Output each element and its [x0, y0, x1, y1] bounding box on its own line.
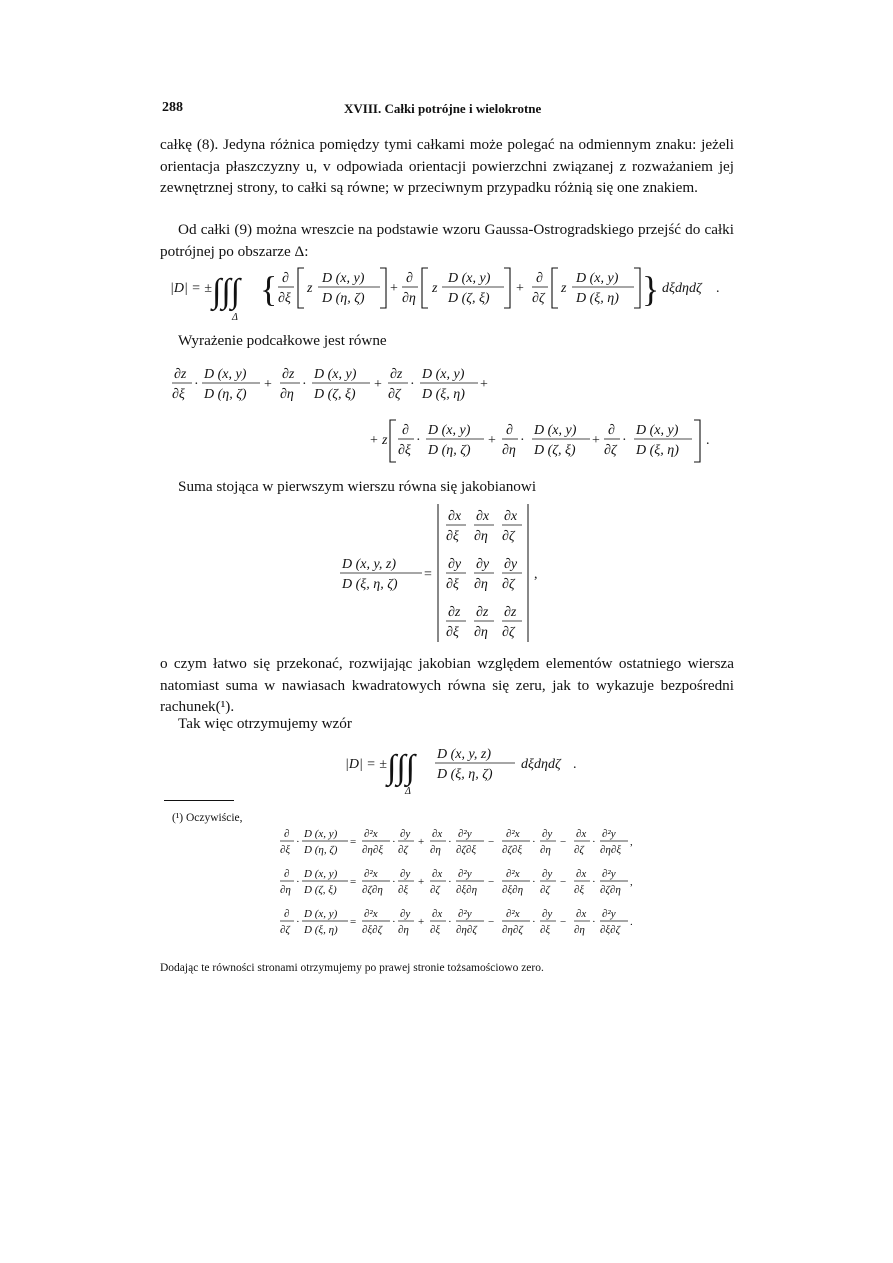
eq2-b-num: D (x, y) [314, 367, 357, 382]
jac-r3c3-den: ∂ζ [502, 625, 515, 640]
svg-text:·: · [410, 377, 415, 392]
footnote-rule [164, 800, 234, 801]
equation-jacobian [330, 500, 570, 650]
jac-r1c1-num: ∂x [448, 509, 462, 524]
jac-r3c2-den: ∂η [474, 625, 488, 640]
jac-r3c2-num: ∂z [476, 605, 489, 620]
fn1-h: ∂y [542, 828, 553, 840]
eq1-t2-deta: ∂η [402, 291, 416, 306]
svg-text:·: · [392, 836, 396, 848]
fn1-d: ∂ [284, 828, 290, 840]
eq2-c-num: D (x, y) [422, 367, 465, 382]
fn1-a: ∂²x [364, 828, 378, 840]
jac-r2c2-num: ∂y [476, 557, 490, 572]
eq1-t2-z: z [432, 281, 438, 296]
eq2-a-den: D (η, ζ) [204, 387, 247, 402]
fn1-id: ∂ζ [574, 844, 584, 856]
fn2-b: ∂ζ∂η [362, 884, 383, 896]
eq1-t2-d: ∂ [406, 271, 413, 286]
eq2-line2-z: z [382, 433, 388, 448]
eq1-t3-d: ∂ [536, 271, 543, 286]
fn2-num: D (x, y) [304, 868, 338, 880]
svg-text:,: , [630, 876, 633, 888]
svg-text:.: . [706, 433, 710, 448]
equation-integrand [170, 362, 730, 472]
running-title: XVIII. Całki potrójne i wielokrotne [344, 101, 542, 116]
fn2-fd: ∂ξ∂η [456, 884, 478, 896]
svg-text:=: = [350, 916, 357, 928]
svg-text:−: − [560, 836, 567, 848]
paragraph-5: o czym łatwo się przekonać, rozwijając jakobian względem elementów ostatniego wiersza natomiast suma w nawiasach kwadratowych równa się zeru, jak to wykazuje bezpośredni rachunek(¹). [160, 655, 734, 715]
fn3-j: ∂²y [602, 908, 616, 920]
equation-jacobian-svg [330, 500, 570, 650]
eq1-t3-num: D (x, y) [576, 271, 619, 286]
eq4-volume-element: dξdηdζ [521, 757, 561, 772]
jac-r2c3-den: ∂ζ [502, 577, 515, 592]
eq2-e-den: D (ζ, ξ) [534, 443, 576, 458]
fn3-ed: ∂ξ [430, 924, 441, 936]
svg-text:=: = [350, 836, 357, 848]
eq2-a-dz: ∂z [174, 367, 187, 382]
equation-final-svg [345, 738, 605, 796]
jac-num: D (x, y, z) [342, 557, 397, 572]
eq4-num: D (x, y, z) [437, 747, 492, 762]
fn1-gd: ∂ζ∂ξ [502, 844, 523, 856]
svg-text:·: · [622, 433, 627, 448]
svg-text:+: + [488, 433, 496, 448]
fn1-c: ∂y [400, 828, 411, 840]
fn3-i: ∂x [576, 908, 587, 920]
svg-text:.: . [630, 916, 633, 928]
svg-text:·: · [592, 836, 596, 848]
fn3-cd: ∂η [398, 924, 409, 936]
eq1-t3-dzeta: ∂ζ [532, 291, 545, 306]
equation-gauss-integral [170, 262, 730, 322]
eq4-domain: Δ [405, 786, 411, 797]
fn3-d: ∂ [284, 908, 290, 920]
paragraph-4: Suma stojąca w pierwszym wierszu równa się jakobianowi [178, 478, 537, 495]
svg-text:·: · [448, 836, 452, 848]
svg-text:·: · [448, 876, 452, 888]
eq2-b-deta: ∂η [280, 387, 294, 402]
fn3-e: ∂x [432, 908, 443, 920]
svg-text:.: . [573, 757, 577, 772]
svg-text:·: · [296, 836, 300, 848]
right-brace: } [642, 269, 660, 309]
fn1-ed: ∂η [430, 844, 441, 856]
fn2-ed: ∂ζ [430, 884, 440, 896]
svg-text:·: · [592, 876, 596, 888]
fn3-h: ∂y [542, 908, 553, 920]
eq4-triple-integral: ∫∫∫ [387, 749, 415, 786]
page-number: 288 [162, 100, 183, 115]
fn2-a: ∂²x [364, 868, 378, 880]
eq2-c-dz: ∂z [390, 367, 403, 382]
jac-r3c1-den: ∂ξ [446, 625, 459, 640]
footnote-marker: (¹) Oczywiście, [172, 812, 243, 824]
fn2-e: ∂x [432, 868, 443, 880]
fn1-g: ∂²x [506, 828, 520, 840]
jac-r1c1-den: ∂ξ [446, 529, 459, 544]
fn3-hd: ∂ξ [540, 924, 551, 936]
svg-text:−: − [488, 836, 495, 848]
eq1-t2-den: D (ζ, ξ) [448, 291, 490, 306]
jac-r3c3-num: ∂z [504, 605, 517, 620]
jac-r1c2-num: ∂x [476, 509, 490, 524]
equation-gauss-svg [170, 262, 730, 322]
jac-den: D (ξ, η, ζ) [342, 577, 398, 592]
fn3-c: ∂y [400, 908, 411, 920]
svg-text:·: · [296, 916, 300, 928]
fn1-b: ∂η∂ξ [362, 844, 384, 856]
eq2-e-deta: ∂η [502, 443, 516, 458]
eq1-t1-d: ∂ [282, 271, 289, 286]
fn3-b: ∂ξ∂ζ [362, 924, 383, 936]
eq2-f-num: D (x, y) [636, 423, 679, 438]
eq2-a-num: D (x, y) [204, 367, 247, 382]
jac-r2c1-num: ∂y [448, 557, 462, 572]
fn1-jd: ∂η∂ξ [600, 844, 622, 856]
fn2-deta: ∂η [280, 884, 291, 896]
svg-text:−: − [560, 916, 567, 928]
fn2-id: ∂ξ [574, 884, 585, 896]
svg-text:+: + [480, 377, 488, 392]
eq2-d-den: D (η, ζ) [428, 443, 471, 458]
eq2-f-d: ∂ [608, 423, 615, 438]
eq2-b-dz: ∂z [282, 367, 295, 382]
fn3-fd: ∂η∂ζ [456, 924, 477, 936]
fn3-den: D (ξ, η) [304, 924, 338, 936]
svg-text:·: · [296, 876, 300, 888]
svg-text:+: + [418, 916, 425, 928]
fn1-e: ∂x [432, 828, 443, 840]
svg-text:·: · [302, 377, 307, 392]
svg-text:−: − [488, 916, 495, 928]
svg-text:=: = [424, 567, 432, 582]
svg-text:+: + [418, 836, 425, 848]
triple-integral-sign: ∫∫∫ [212, 273, 240, 310]
jac-r2c2-den: ∂η [474, 577, 488, 592]
svg-text:·: · [520, 433, 525, 448]
svg-text:+: + [592, 433, 600, 448]
eq2-d-d: ∂ [402, 423, 409, 438]
fn2-jd: ∂ζ∂η [600, 884, 621, 896]
eq2-d-dxi: ∂ξ [398, 443, 411, 458]
fn1-cd: ∂ζ [398, 844, 408, 856]
svg-text:+: + [418, 876, 425, 888]
svg-text:·: · [448, 916, 452, 928]
fn2-cd: ∂ξ [398, 884, 409, 896]
svg-text:·: · [194, 377, 199, 392]
svg-text:=: = [350, 876, 357, 888]
paragraph-3: Wyrażenie podcałkowe jest równe [178, 332, 387, 349]
svg-text:·: · [532, 916, 536, 928]
eq2-e-d: ∂ [506, 423, 513, 438]
eq2-d-num: D (x, y) [428, 423, 471, 438]
jac-r1c3-num: ∂x [504, 509, 518, 524]
svg-text:−: − [488, 876, 495, 888]
fn1-num: D (x, y) [304, 828, 338, 840]
eq4-den: D (ξ, η, ζ) [437, 767, 493, 782]
eq2-f-den: D (ξ, η) [636, 443, 679, 458]
eq1-domain: Δ [232, 312, 238, 323]
fn3-id: ∂η [574, 924, 585, 936]
footnote-equations [280, 826, 720, 946]
fn3-g: ∂²x [506, 908, 520, 920]
fn1-fd: ∂ζ∂ξ [456, 844, 477, 856]
svg-text:+: + [264, 377, 272, 392]
eq1-t1-z: z [307, 281, 313, 296]
fn3-dzeta: ∂ζ [280, 924, 290, 936]
fn3-gd: ∂η∂ζ [502, 924, 523, 936]
fn1-i: ∂x [576, 828, 587, 840]
eq2-b-den: D (ζ, ξ) [314, 387, 356, 402]
jac-r1c3-den: ∂ζ [502, 529, 515, 544]
svg-text:,: , [534, 567, 538, 582]
svg-text:+: + [374, 377, 382, 392]
jac-r2c1-den: ∂ξ [446, 577, 459, 592]
svg-text:,: , [630, 836, 633, 848]
eq2-c-den: D (ξ, η) [422, 387, 465, 402]
fn2-f: ∂²y [458, 868, 472, 880]
eq1-t2-num: D (x, y) [448, 271, 491, 286]
eq1-t3-den: D (ξ, η) [576, 291, 619, 306]
fn2-den: D (ζ, ξ) [304, 884, 337, 896]
fn2-gd: ∂ξ∂η [502, 884, 524, 896]
equation-integrand-svg [170, 362, 730, 472]
svg-text:·: · [392, 876, 396, 888]
eq2-f-dzeta: ∂ζ [604, 443, 617, 458]
svg-text:·: · [592, 916, 596, 928]
fn1-den: D (η, ζ) [304, 844, 338, 856]
eq1-volume-element: dξdηdζ [662, 281, 702, 296]
footnote-equations-svg [280, 826, 720, 946]
jac-r3c1-num: ∂z [448, 605, 461, 620]
eq1-lhs: |D| = ± [170, 281, 212, 296]
equation-final [345, 738, 605, 796]
svg-text:·: · [532, 836, 536, 848]
fn2-d: ∂ [284, 868, 290, 880]
eq2-e-num: D (x, y) [534, 423, 577, 438]
fn2-j: ∂²y [602, 868, 616, 880]
eq1-t1-den: D (η, ζ) [322, 291, 365, 306]
fn2-i: ∂x [576, 868, 587, 880]
svg-text:−: − [560, 876, 567, 888]
fn3-a: ∂²x [364, 908, 378, 920]
eq1-t1-num: D (x, y) [322, 271, 365, 286]
eq4-lhs: |D| = ± [345, 757, 387, 772]
svg-text:·: · [392, 916, 396, 928]
paragraph-1: całkę (8). Jedyna różnica pomiędzy tymi całkami może polegać na odmiennym znaku: jeżeli orientacja płaszczyzny u, v odpowiada orientacji powierzchni związanej z rozważaniem jej zewnętrznej strony, to całki są równe; w przeciwnym przypadku różnią się one znakiem. [160, 136, 734, 196]
jac-r2c3-num: ∂y [504, 557, 518, 572]
fn1-j: ∂²y [602, 828, 616, 840]
svg-text:·: · [416, 433, 421, 448]
svg-text:+: + [516, 281, 524, 296]
svg-text:+: + [370, 433, 378, 448]
fn3-f: ∂²y [458, 908, 472, 920]
fn3-jd: ∂ξ∂ζ [600, 924, 621, 936]
svg-text:·: · [532, 876, 536, 888]
fn3-num: D (x, y) [304, 908, 338, 920]
fn2-h: ∂y [542, 868, 553, 880]
eq2-a-dxi: ∂ξ [172, 387, 185, 402]
footnote-closing: Dodając te równości stronami otrzymujemy po prawej stronie tożsamościowo zero. [160, 962, 544, 974]
fn2-c: ∂y [400, 868, 411, 880]
eq1-t1-dxi: ∂ξ [278, 291, 291, 306]
left-brace: { [260, 269, 278, 309]
fn1-dxi: ∂ξ [280, 844, 291, 856]
fn2-hd: ∂ζ [540, 884, 550, 896]
svg-text:.: . [716, 281, 720, 296]
fn1-hd: ∂η [540, 844, 551, 856]
jac-r1c2-den: ∂η [474, 529, 488, 544]
eq1-t3-z: z [561, 281, 567, 296]
eq2-c-dzeta: ∂ζ [388, 387, 401, 402]
svg-text:+: + [390, 281, 398, 296]
fn2-g: ∂²x [506, 868, 520, 880]
fn1-f: ∂²y [458, 828, 472, 840]
paragraph-2: Od całki (9) można wreszcie na podstawie wzoru Gaussa-Ostrogradskiego przejść do całki potrójnej po obszarze Δ: [160, 221, 734, 260]
paragraph-6: Tak więc otrzymujemy wzór [178, 715, 352, 732]
